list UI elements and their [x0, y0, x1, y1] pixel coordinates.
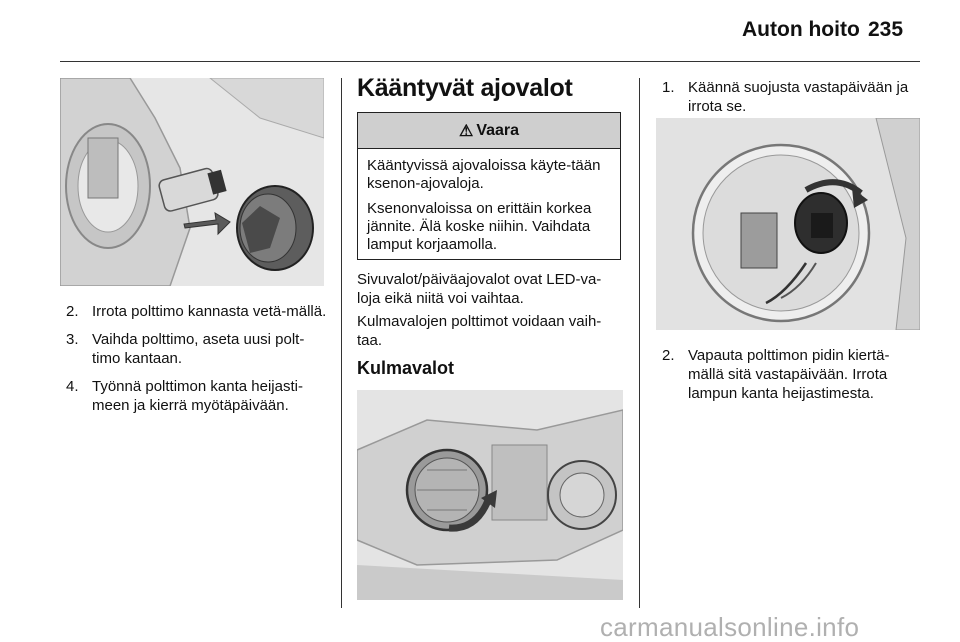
warning-triangle-icon: ⚠ — [458, 122, 474, 140]
cornering-paragraph: Kulmavalojen polttimot voidaan vaih-taa. — [357, 313, 602, 349]
subsection-heading: Kulmavalot — [357, 358, 455, 378]
headlight-cover-illustration — [656, 118, 920, 330]
warning-paragraph: Kääntyvissä ajovaloissa käyte-tään ksenon-ajovaloja. — [367, 157, 601, 192]
list-item — [66, 330, 328, 368]
step-text: Käännä suojusta vastapäivään ja irrota se. — [688, 79, 909, 115]
list-item — [662, 346, 924, 403]
watermark: carmanualsonline.info — [600, 612, 860, 642]
header-rule — [60, 61, 920, 62]
step-number: 1. — [662, 79, 675, 96]
step-text: Vapauta polttimon pidin kiertä-mällä sitä vastapäivään. Irrota lampun kanta heijastimesta. — [688, 347, 890, 402]
list-item — [66, 377, 328, 415]
step-text: Vaihda polttimo, aseta uusi polt-timo kantaan. — [92, 331, 305, 367]
cornering-light-illustration — [357, 390, 623, 600]
step-text: Työnnä polttimon kanta heijasti-meen ja kierrä myötäpäivään. — [92, 378, 303, 414]
warning-paragraph: Ksenonvaloissa on erittäin korkea jännite. Älä koske niihin. Vaihdata lamput korjaamolla. — [367, 200, 592, 253]
page-heading: Kääntyvät ajovalot — [357, 74, 573, 102]
list-item — [662, 78, 924, 116]
step-number: 3. — [66, 331, 79, 348]
warning-title: Vaara — [476, 121, 520, 139]
section-title: Auton hoito — [742, 18, 860, 41]
step-number: 2. — [66, 303, 79, 320]
step-number: 4. — [66, 378, 79, 395]
page-number: 235 — [868, 18, 904, 41]
warning-box — [357, 112, 621, 260]
led-paragraph: Sivuvalot/päiväajovalot ovat LED-va-loja eikä niitä voi vaihtaa. — [357, 271, 602, 307]
headlight-steps-list-2 — [662, 346, 924, 412]
step-text: Irrota polttimo kannasta vetä-mällä. — [92, 303, 327, 320]
column-divider-2 — [639, 78, 640, 608]
step-number: 2. — [662, 347, 675, 364]
list-item — [66, 302, 328, 321]
bulb-steps-list — [66, 302, 328, 424]
column-divider-1 — [341, 78, 342, 608]
bulb-removal-figure — [60, 78, 324, 286]
bulb-removal-illustration — [60, 78, 324, 286]
headlight-cover-figure — [656, 118, 920, 330]
cornering-light-figure — [357, 390, 623, 600]
warning-body — [358, 149, 620, 269]
warning-header — [358, 113, 620, 149]
